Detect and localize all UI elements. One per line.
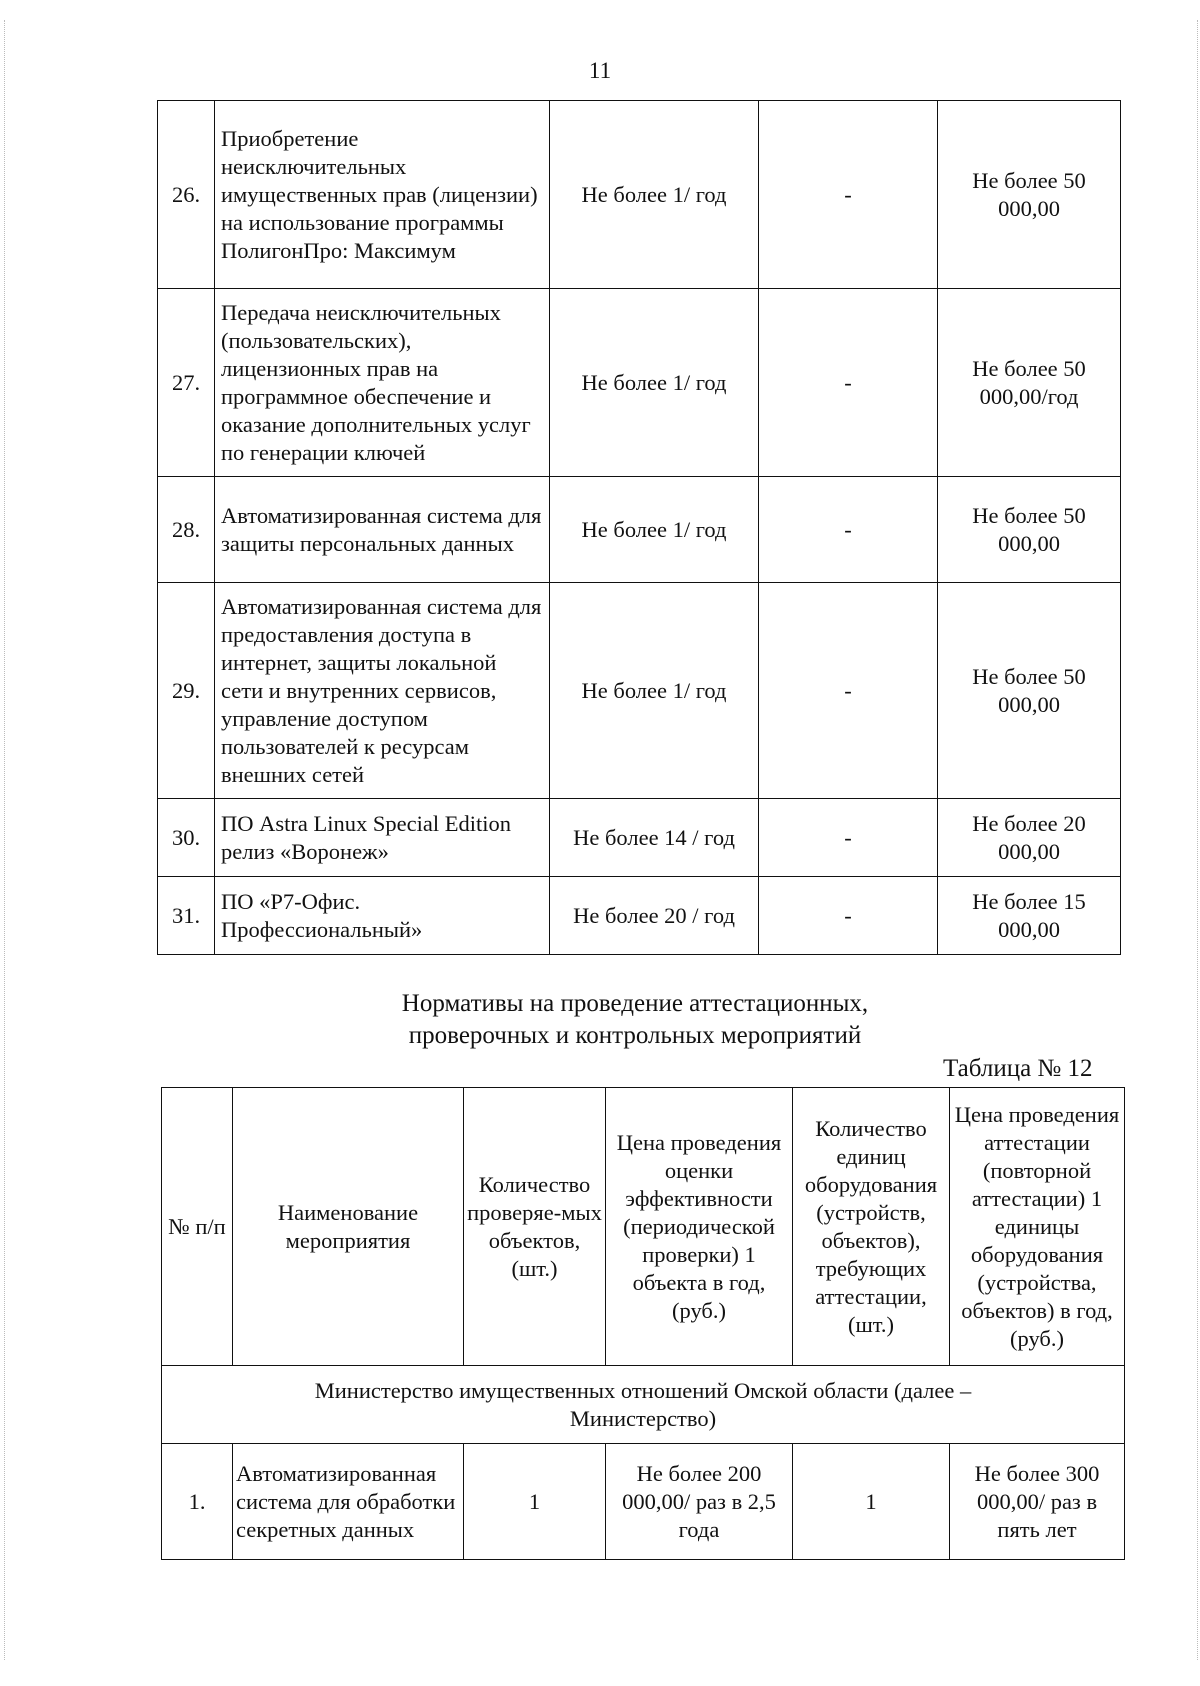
table-row [158, 101, 1121, 289]
row-units: 1 [793, 1444, 950, 1560]
header-price-eval: Цена проведения оценки эффективности (периодической проверки) 1 объекта в год, (руб.) [606, 1088, 793, 1366]
table-label: Таблица № 12 [943, 1055, 1093, 1082]
table-row [158, 289, 1121, 477]
row-name: Автоматизированная система для защиты персональных данных [215, 477, 550, 583]
scan-edge-left [4, 20, 6, 1660]
row-number: 1. [162, 1444, 233, 1560]
row-price: Не более 50 000,00 [938, 477, 1121, 583]
group-title: Министерство имущественных отношений Омской области (далее – Министерство) [162, 1366, 1125, 1444]
header-name: Наименование мероприятия [233, 1088, 464, 1366]
row-count: 1 [464, 1444, 606, 1560]
row-dash: - [759, 877, 938, 955]
header-price-attest: Цена проведения аттестации (повторной аттестации) 1 единицы оборудования (устройства, объектов) в год, (руб.) [950, 1088, 1125, 1366]
row-number: 28. [158, 477, 215, 583]
row-name: Передача неисключительных (пользовательских), лицензионных прав на программное обеспечение и оказание дополнительных услуг по генерации ключей [215, 289, 550, 477]
row-number: 29. [158, 583, 215, 799]
row-quantity: Не более 20 / год [550, 877, 759, 955]
attestation-table [161, 1087, 1125, 1560]
row-name: Автоматизированная система для обработки секретных данных [233, 1444, 464, 1560]
row-dash: - [759, 799, 938, 877]
row-price: Не более 50 000,00/год [938, 289, 1121, 477]
row-quantity: Не более 1/ год [550, 289, 759, 477]
row-name: ПО Astra Linux Special Edition релиз «Воронеж» [215, 799, 550, 877]
table-row [158, 583, 1121, 799]
row-name: ПО «Р7-Офис. Профессиональный» [215, 877, 550, 955]
header-units: Количество единиц оборудования (устройств, объектов), требующих аттестации, (шт.) [793, 1088, 950, 1366]
row-price: Не более 50 000,00 [938, 101, 1121, 289]
row-number: 26. [158, 101, 215, 289]
row-dash: - [759, 101, 938, 289]
table-row [158, 477, 1121, 583]
row-quantity: Не более 1/ год [550, 101, 759, 289]
header-num: № п/п [162, 1088, 233, 1366]
licenses-table [157, 100, 1121, 955]
section-title [0, 988, 1200, 1052]
page-number: 11 [588, 58, 612, 83]
header-row [162, 1088, 1125, 1366]
section-title-line: проверочных и контрольных мероприятий [408, 1022, 862, 1049]
section-title-line: Нормативы на проведение аттестационных, [401, 990, 869, 1017]
row-price-eval: Не более 200 000,00/ раз в 2,5 года [606, 1444, 793, 1560]
row-price: Не более 20 000,00 [938, 799, 1121, 877]
row-name: Приобретение неисключительных имущественных прав (лицензии) на использование программы ПолигонПро: Максимум [215, 101, 550, 289]
table-row [158, 877, 1121, 955]
row-number: 30. [158, 799, 215, 877]
header-count: Количество проверяе-мых объектов, (шт.) [464, 1088, 606, 1366]
row-quantity: Не более 1/ год [550, 583, 759, 799]
table-row [158, 799, 1121, 877]
row-price: Не более 15 000,00 [938, 877, 1121, 955]
group-row [162, 1366, 1125, 1444]
row-quantity: Не более 1/ год [550, 477, 759, 583]
row-dash: - [759, 583, 938, 799]
row-number: 31. [158, 877, 215, 955]
row-dash: - [759, 477, 938, 583]
row-dash: - [759, 289, 938, 477]
row-price: Не более 50 000,00 [938, 583, 1121, 799]
row-price-attest: Не более 300 000,00/ раз в пять лет [950, 1444, 1125, 1560]
row-quantity: Не более 14 / год [550, 799, 759, 877]
scan-edge-right [1197, 20, 1199, 1660]
row-number: 27. [158, 289, 215, 477]
row-name: Автоматизированная система для предоставления доступа в интернет, защиты локальной сети и внутренних сервисов, управление доступом пользователей к ресурсам внешних сетей [215, 583, 550, 799]
table-row [162, 1444, 1125, 1560]
